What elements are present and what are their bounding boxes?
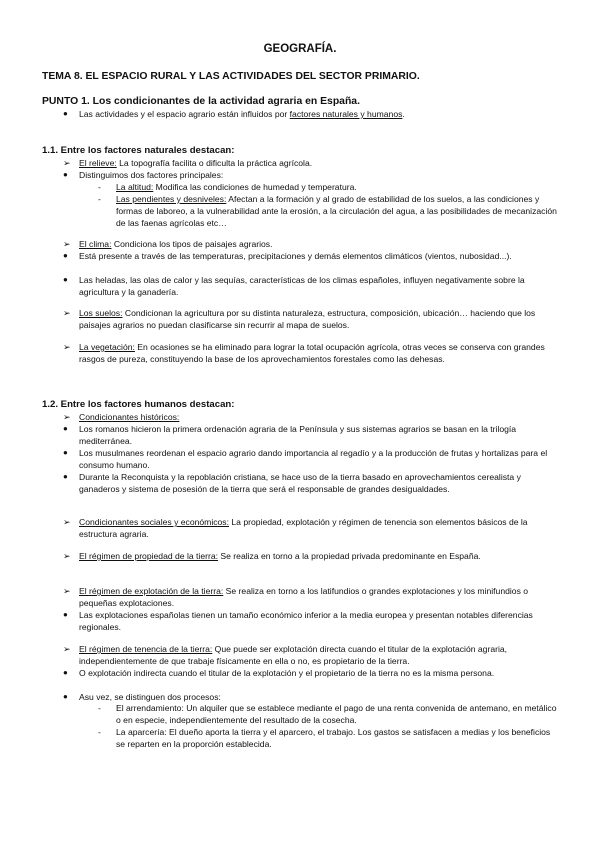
item-label: Los suelos: [79, 308, 123, 318]
arrow-icon: ➢ [63, 308, 71, 318]
arrow-icon: ➢ [63, 239, 71, 249]
item-text: La aparcería: El dueño aporta la tierra y el aparcero, el trabajo. Los gastos se satisfacen a medias y los beneficios se reparten en la proporción establecida. [116, 727, 551, 750]
bullet-icon: ● [63, 251, 68, 260]
dash-icon: - [98, 703, 101, 713]
document-title: GEOGRAFÍA. [263, 43, 337, 55]
item-text: Los musulmanes reordenan el espacio agrario dando importancia al regadío y a la producción de frutas y hortalizas para el consumo humano. [79, 448, 548, 471]
bullet-icon: ● [63, 472, 68, 481]
item-label: Condicionantes históricos: [79, 412, 180, 422]
item-label: Condicionantes sociales y económicos: [79, 517, 229, 527]
item-label: La vegetación: [79, 342, 135, 352]
bullet-icon: ● [63, 275, 68, 284]
item-text: Los romanos hicieron la primera ordenación agraria de la Península y sus sistemas agrarios se basan en la trilogía mediterránea. [79, 424, 517, 447]
item-text: Modifica las condiciones de humedad y temperatura. [153, 182, 357, 192]
item-text: Que puede ser explotación directa cuando el titular de la explotación agraria, independientemente de que trabaje físicamente en ella o no, es propietario de la tierra. [79, 644, 508, 667]
item-text: Las actividades y el espacio agrario están influidos por [79, 109, 290, 119]
item-label: El régimen de tenencia de la tierra: [79, 644, 213, 654]
punto1-heading: PUNTO 1. Los condicionantes de la actividad agraria en España. [42, 96, 360, 107]
item-label: El relieve: [79, 158, 117, 168]
bullet-icon: ● [63, 424, 68, 433]
dash-icon: - [98, 727, 101, 737]
bullet-icon: ● [63, 170, 68, 179]
item-text: El arrendamiento: Un alquiler que se establece mediante el pago de una renta convenida de antemano, en metálico o en especie, independientemente del resultado de la cosecha. [116, 703, 557, 726]
item-text-underlined: factores naturales y humanos [289, 109, 403, 119]
item-text: Condiciona los tipos de paisajes agrarios. [111, 239, 273, 249]
bullet-icon: ● [63, 448, 68, 457]
tema-heading: TEMA 8. EL ESPACIO RURAL Y LAS ACTIVIDADES DEL SECTOR PRIMARIO. [42, 71, 420, 82]
item-text: Las heladas, las olas de calor y las sequías, características de los climas españoles, influyen negativamente sobre la agricultura y la ganadería. [79, 275, 525, 298]
bullet-icon: ● [63, 668, 68, 677]
arrow-icon: ➢ [63, 412, 71, 422]
document-page: GEOGRAFÍA. TEMA 8. EL ESPACIO RURAL Y LAS ACTIVIDADES DEL SECTOR PRIMARIO. PUNTO 1. Los condicionantes de la actividad agraria en España. ● Las actividades y el espacio agrario están influidos por factores naturales y humanos. 1.1. Entre los factores naturales destacan: ➢ El relieve: La topografía facilita o dificulta la práctica agrícola. ● Distinguimos dos factores principales: - La altitud: Modifica las condiciones de humedad y temperatura. - Las pendientes y desniveles: Afectan a la formación y al grado de estabilidad de los suelos, a las condiciones y formas de laboreo, a la vulnerabilidad ante la erosión, a la circulación del agua, a las posibilidades de mecanización de las faenas agrícolas etc… ➢ El clima: Condiciona los tipos de paisajes agrarios. ● Está presente a través de las temperaturas, precipitaciones y demás elementos climáticos (vientos, nubosidad...). ● Las heladas, las olas de calor y las sequías, características de los climas españoles, influyen negativamente sobre la agricultura y la ganadería. ➢ Los suelos: Condicionan la agricultura por su distinta naturaleza, estructura, composición, ubicación… haciendo que los paisajes agrarios no puedan clasificarse sin recurrir al mapa de suelos. ➢ La vegetación: En ocasiones se ha eliminado para lograr la total ocupación agrícola, otras veces se conserva con grandes rasgos de pureza, constituyendo la base de los aprovechamientos forestales como las dehesas. 1.2. Entre los factores humanos destacan: ➢ Condicionantes históricos: ● Los romanos hicieron la primera ordenación agraria de la Península y sus sistemas agrarios se basan en la trilogía mediterránea. ● Los musulmanes reordenan el espacio agrario dando importancia al regadío y a la producción de frutas y hortalizas para el consumo humano. ● Durante la Reconquista y la repoblación cristiana, se hace uso de la tierra basado en aprovechamientos cerealista y ganaderos y sistema de posesión de la tierra que será el responsable de grandes desigualdades. ➢ Condicionantes sociales y económicos: La propiedad, explotación y régimen de tenencia son elementos básicos de la estructura agraria. ➢ El régimen de propiedad de la tierra: Se realiza en torno a la propiedad privada predominante en España. ➢ El régimen de explotación de la tierra: Se realiza en torno a los latifundios o grandes explotaciones y los minifundios o pequeñas explotaciones. ● Las explotaciones españolas tienen un tamaño económico inferior a la media europea y presentan notables diferencias regionales. ➢ El régimen de tenencia de la tierra: Que puede ser explotación directa cuando el titular de la explotación agraria, independientemente de que trabaje físicamente en ella o no, es propietario de la tierra. ● O explotación indirecta cuando el titular de la explotación y el propietario de la tierra no es la misma persona. ● Asu vez, se distinguen dos procesos: - El arrendamiento: Un alquiler que se establece mediante el pago de una renta convenida de antemano, en metálico o en especie, independientemente del resultado de la cosecha. - La aparcería: El dueño aporta la tierra y el aparcero, el trabajo. Los gastos se satisfacen a medias y los beneficios se reparten en la proporción establecida. [0, 0, 600, 848]
item-text: Condicionan la agricultura por su distinta naturaleza, estructura, composición, ubicación… haciendo que los paisajes agrarios no puedan clasificarse sin recurrir al mapa de suelos. [79, 308, 536, 331]
bullet-icon: ● [63, 109, 68, 118]
arrow-icon: ➢ [63, 551, 71, 561]
item-text: Se realiza en torno a la propiedad privada predominante en España. [218, 551, 481, 561]
bullet-icon: ● [63, 610, 68, 619]
item-label: El clima: [79, 239, 112, 249]
arrow-icon: ➢ [63, 586, 71, 596]
arrow-icon: ➢ [63, 342, 71, 352]
item-label: La altitud: [116, 182, 154, 192]
item-text: Está presente a través de las temperaturas, precipitaciones y demás elementos climáticos (vientos, nubosidad...). [79, 251, 512, 261]
arrow-icon: ➢ [63, 644, 71, 654]
item-label: El régimen de explotación de la tierra: [79, 586, 224, 596]
item-text: Se realiza en torno a los latifundios o grandes explotaciones y los minifundios o pequeñas explotaciones. [79, 586, 529, 609]
arrow-icon: ➢ [63, 517, 71, 527]
item-text: O explotación indirecta cuando el titular de la explotación y el propietario de la tierra no es la misma persona. [79, 668, 495, 678]
item-text: La propiedad, explotación y régimen de tenencia son elementos básicos de la estructura agraria. [79, 517, 528, 540]
item-text: Afectan a la formación y al grado de estabilidad de los suelos, a las condiciones y formas de laboreo, a la vulnerabilidad ante la erosión, a la circulación del agua, a las posibilidades de mecanización de las faenas agrícolas etc… [116, 194, 557, 229]
item-text: Durante la Reconquista y la repoblación cristiana, se hace uso de la tierra basado en aprovechamientos cerealista y ganaderos y sistema de posesión de la tierra que será el responsable de grandes desigualdades. [79, 472, 521, 495]
dash-icon: - [98, 182, 101, 192]
item-text: Las explotaciones españolas tienen un tamaño económico inferior a la media europea y presentan notables diferencias regionales. [79, 610, 533, 633]
item-text: La topografía facilita o dificulta la práctica agrícola. [116, 158, 313, 168]
item-text: Asu vez, se distinguen dos procesos: [79, 692, 221, 702]
section-heading: 1.2. Entre los factores humanos destacan: [42, 399, 235, 410]
item-text: En ocasiones se ha eliminado para lograr la total ocupación agrícola, otras veces se conserva con grandes rasgos de pureza, constituyendo la base de los aprovechamientos forestales como las dehesas. [79, 342, 545, 365]
dash-icon: - [98, 194, 101, 204]
item-label: El régimen de propiedad de la tierra: [79, 551, 219, 561]
item-label: Las pendientes y desniveles: [116, 194, 227, 204]
section-heading: 1.1. Entre los factores naturales destacan: [42, 145, 235, 156]
arrow-icon: ➢ [63, 158, 71, 168]
item-text: Distinguimos dos factores principales: [79, 170, 224, 180]
bullet-icon: ● [63, 692, 68, 701]
